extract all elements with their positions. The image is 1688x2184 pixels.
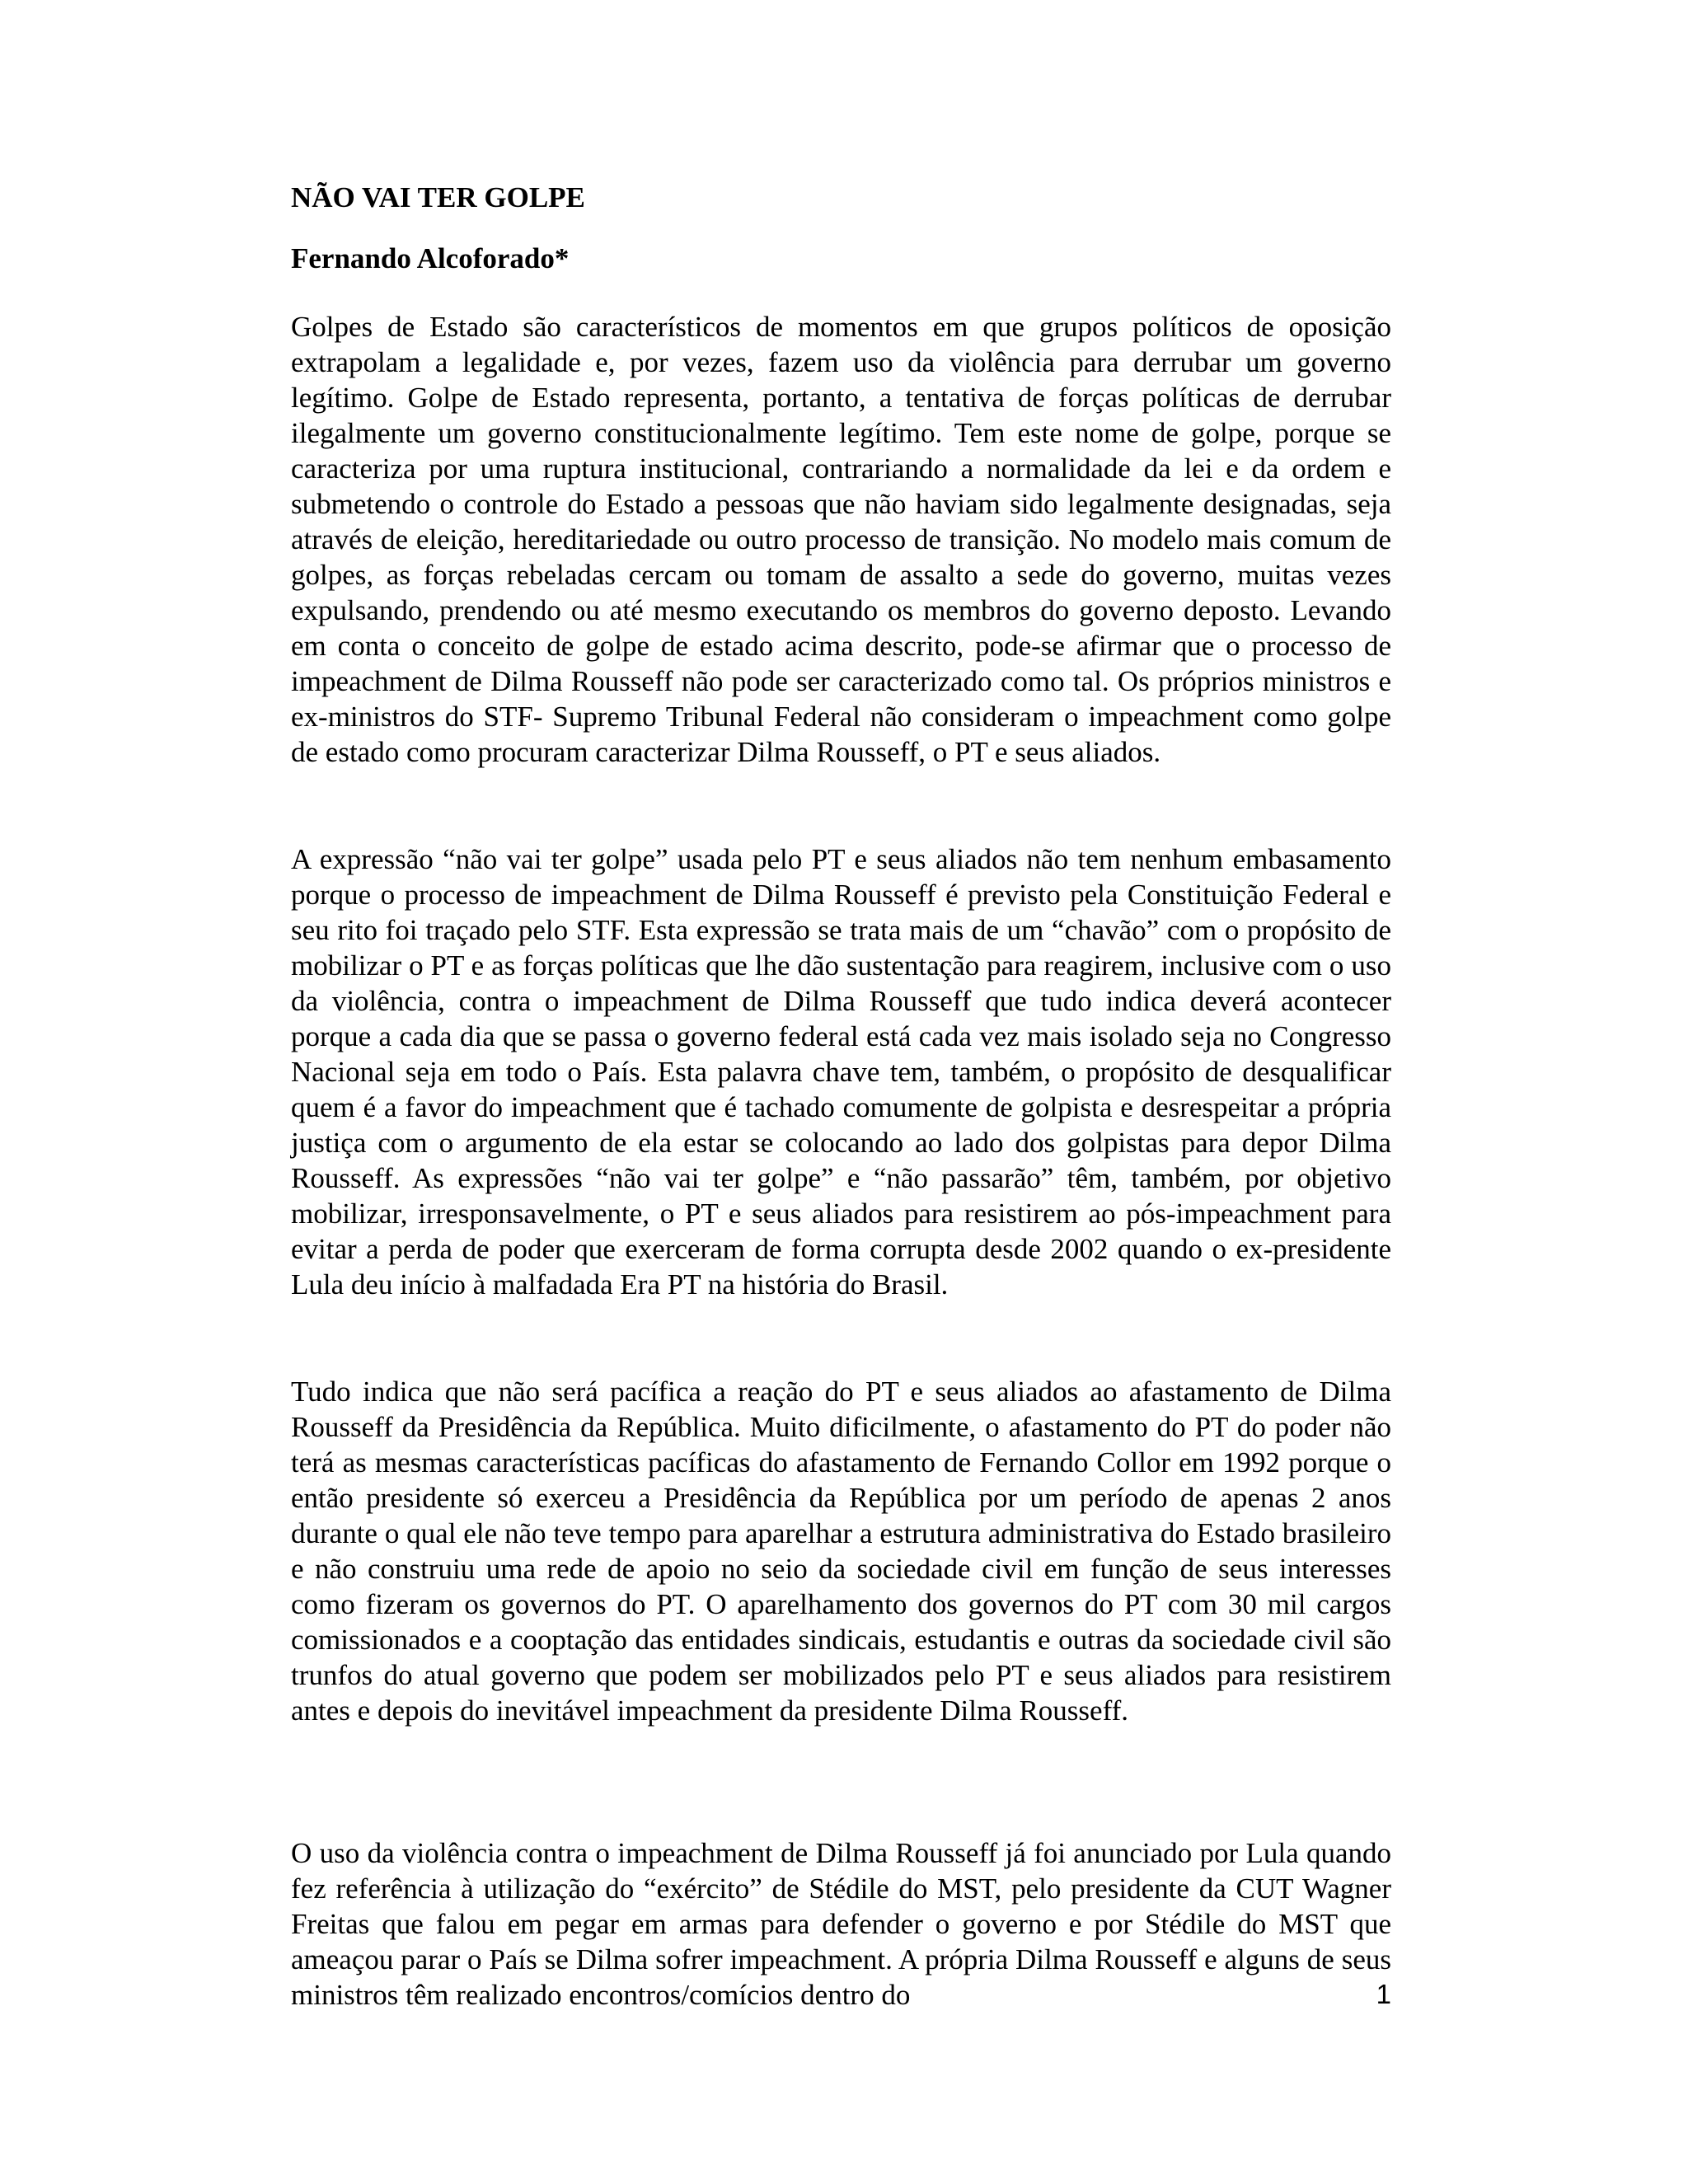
document-title: NÃO VAI TER GOLPE xyxy=(291,181,585,213)
document-page xyxy=(291,0,1391,2184)
author-name: Fernando Alcoforado* xyxy=(291,242,570,274)
page-number: 1 xyxy=(1376,1979,1391,2009)
paragraph-1: Golpes de Estado são característicos de momentos em que grupos políticos de oposição extrapolam a legalidade e, por vezes, fazem uso da violência para derrubar um governo legítimo. Golpe de Estado representa, portanto, a tentativa de forças políticas de derrubar ilegalmente um governo constitucionalmente legítimo. Tem este nome de golpe, porque se caracteriza por uma ruptura institucional, contrariando a normalidade da lei e da ordem e submetendo o controle do Estado a pessoas que não haviam sido legalmente designadas, seja através de eleição, hereditariedade ou outro processo de transição. No modelo mais comum de golpes, as forças rebeladas cercam ou tomam de assalto a sede do governo, muitas vezes expulsando, prendendo ou até mesmo executando os membros do governo deposto. Levando em conta o conceito de golpe de estado acima descrito, pode-se afirmar que o processo de impeachment de Dilma Rousseff não pode ser caracterizado como tal. Os próprios ministros e ex-ministros do STF- Supremo Tribunal Federal não consideram o impeachment como golpe de estado como procuram caracterizar Dilma Rousseff, o PT e seus aliados. xyxy=(291,311,1391,768)
paragraph-2: A expressão “não vai ter golpe” usada pelo PT e seus aliados não tem nenhum embasamento porque o processo de impeachment de Dilma Rousseff é previsto pela Constituição Federal e seu rito foi traçado pelo STF. Esta expressão se trata mais de um “chavão” com o propósito de mobilizar o PT e as forças políticas que lhe dão sustentação para reagirem, inclusive com o uso da violência, contra o impeachment de Dilma Rousseff que tudo indica deverá acontecer porque a cada dia que se passa o governo federal está cada vez mais isolado seja no Congresso Nacional seja em todo o País. Esta palavra chave tem, também, o propósito de desqualificar quem é a favor do impeachment que é tachado comumente de golpista e desrespeitar a própria justiça com o argumento de ela estar se colocando ao lado dos golpistas para depor Dilma Rousseff. As expressões “não vai ter golpe” e “não passarão” têm, também, por objetivo mobilizar, irresponsavelmente, o PT e seus aliados para resistirem ao pós-impeachment para evitar a perda de poder que exerceram de forma corrupta desde 2002 quando o ex-presidente Lula deu início à malfadada Era PT na história do Brasil. xyxy=(291,843,1391,1301)
paragraph-4: O uso da violência contra o impeachment de Dilma Rousseff já foi anunciado por Lula quando fez referência à utilização do “exército” de Stédile do MST, pelo presidente da CUT Wagner Freitas que falou em pegar em armas para defender o governo e por Stédile do MST que ameaçou parar o País se Dilma sofrer impeachment. A própria Dilma Rousseff e alguns de seus ministros têm realizado encontros/comícios dentro do xyxy=(291,1837,1391,2011)
paragraph-3: Tudo indica que não será pacífica a reação do PT e seus aliados ao afastamento de Dilma Rousseff da Presidência da República. Muito dificilmente, o afastamento do PT do poder não terá as mesmas características pacíficas do afastamento de Fernando Collor em 1992 porque o então presidente só exerceu a Presidência da República por um período de apenas 2 anos durante o qual ele não teve tempo para aparelhar a estrutura administrativa do Estado brasileiro e não construiu uma rede de apoio no seio da sociedade civil em função de seus interesses como fizeram os governos do PT. O aparelhamento dos governos do PT com 30 mil cargos comissionados e a cooptação das entidades sindicais, estudantis e outras da sociedade civil são trunfos do atual governo que podem ser mobilizados pelo PT e seus aliados para resistirem antes e depois do inevitável impeachment da presidente Dilma Rousseff. xyxy=(291,1376,1391,1727)
